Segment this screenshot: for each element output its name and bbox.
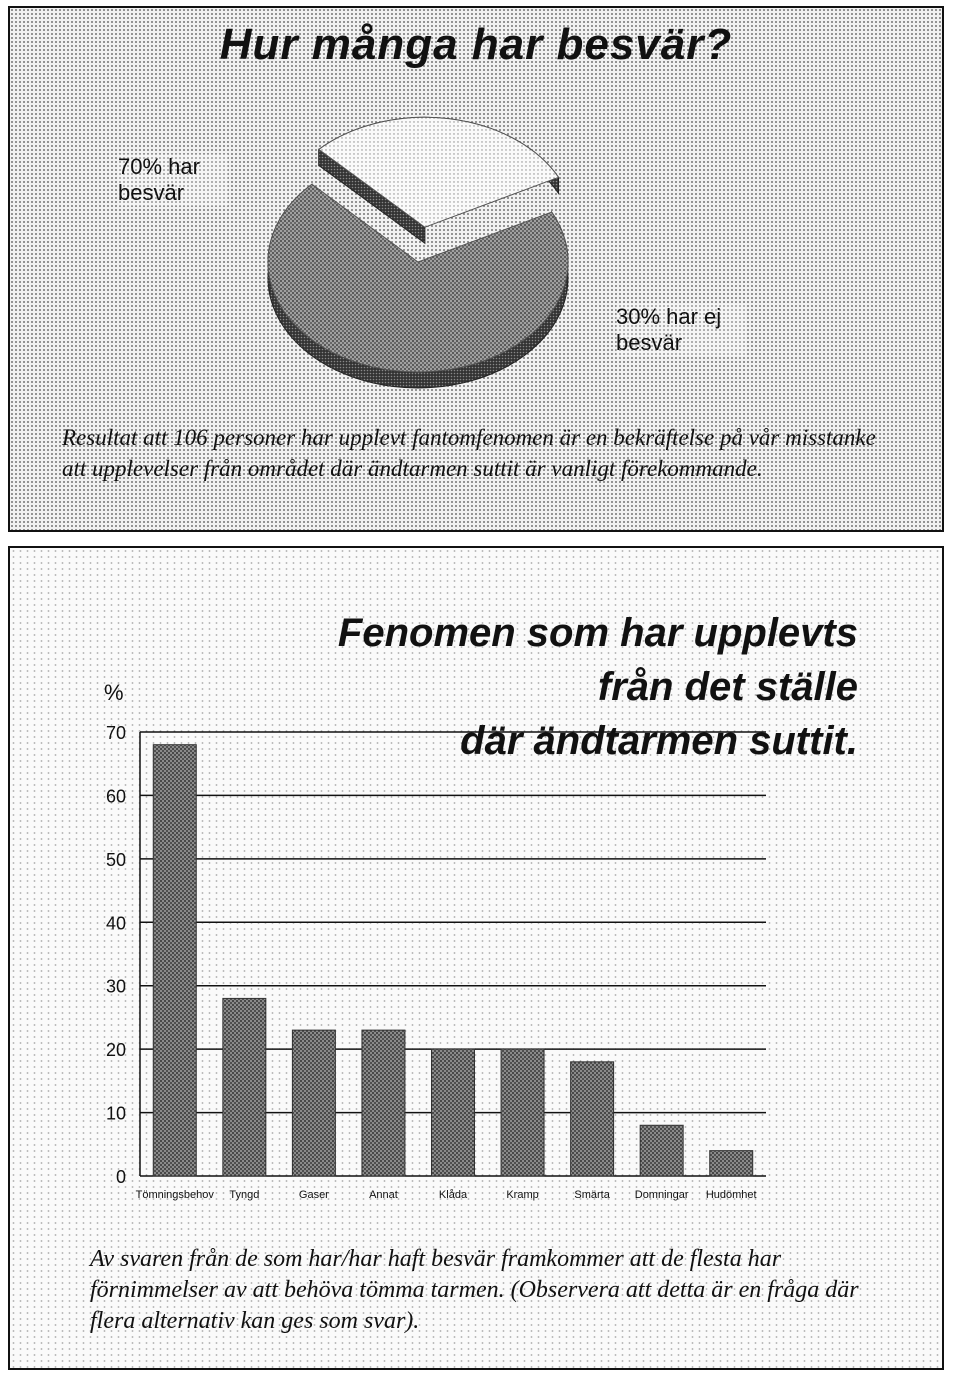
- bar-3: [292, 1030, 335, 1176]
- bar-5: [432, 1049, 475, 1176]
- x-tick-label-4: Annat: [369, 1189, 398, 1201]
- bar-4: [362, 1030, 405, 1176]
- pie-label-b: 30% har ej besvär: [616, 304, 746, 356]
- x-tick-label-5: Klåda: [438, 1189, 468, 1201]
- x-tick-label-7: Smärta: [574, 1189, 610, 1201]
- x-tick-label-2: Tyngd: [229, 1189, 260, 1201]
- pie-chart: [268, 117, 568, 388]
- x-tick-label-9: Hudömhet: [705, 1189, 757, 1201]
- x-tick-label-3: Gaser: [298, 1189, 329, 1201]
- bar-6: [501, 1049, 544, 1176]
- bar-7: [571, 1062, 614, 1176]
- bar-chart: [104, 680, 766, 1201]
- y-tick-label-60: 60: [105, 786, 126, 807]
- bar-title-line-3: där ändtarmen suttit.: [460, 719, 858, 763]
- x-tick-label-1: Tömningsbehov: [135, 1189, 214, 1201]
- pie-title: Hur många har besvär?: [219, 20, 733, 69]
- bar-9: [710, 1151, 753, 1176]
- bar-title-line-1: Fenomen som har upplevts: [337, 611, 858, 655]
- y-tick-label-10: 10: [105, 1103, 126, 1124]
- x-tick-label-6: Kramp: [506, 1189, 539, 1201]
- pie-label-a: 70% har besvär: [118, 154, 228, 206]
- x-tick-label-8: Domningar: [634, 1189, 689, 1201]
- bar-8: [640, 1125, 683, 1176]
- bar-2: [223, 998, 266, 1176]
- y-axis-unit-label: %: [104, 680, 124, 705]
- y-tick-label-30: 30: [105, 976, 126, 997]
- bar-caption: Av svaren från de som har/har haft besvär framkommer att de flesta har förnimmelser av att behöva tömma tarmen. (Observera att detta är en fråga där flera alternativ kan ges som svar).: [90, 1246, 859, 1334]
- y-tick-label-0: 0: [115, 1167, 126, 1187]
- y-tick-label-40: 40: [105, 913, 126, 934]
- pie-caption: Resultat att 106 personer har upplevt fantomfenomen är en bekräftelse på vår misstanke att upplevelser från området där ändtarmen suttit är vanligt förekommande.: [62, 425, 876, 481]
- y-tick-label-50: 50: [105, 849, 126, 870]
- y-tick-label-20: 20: [105, 1040, 126, 1061]
- pie-slice-2: [319, 117, 559, 227]
- y-tick-label-70: 70: [105, 723, 126, 743]
- bar-1: [153, 745, 196, 1176]
- bar-title-line-2: från det ställe: [597, 665, 858, 709]
